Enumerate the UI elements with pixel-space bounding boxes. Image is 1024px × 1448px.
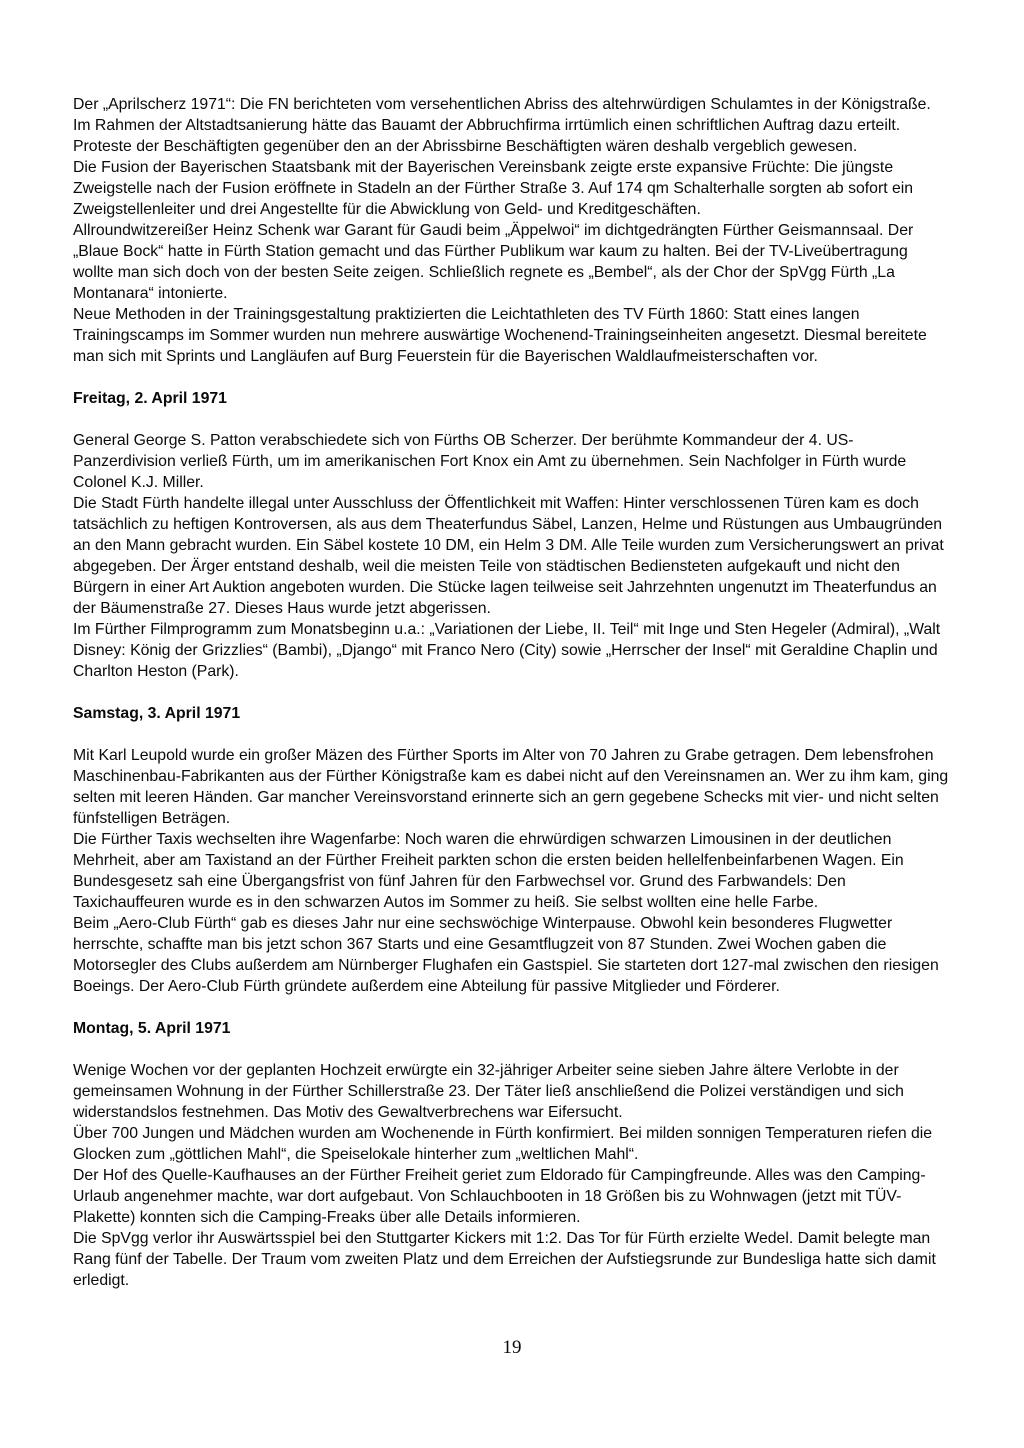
section-saturday: [73, 703, 951, 997]
paragraph-aero-club: Beim „Aero-Club Fürth“ gab es dieses Jahr nur eine sechswöchige Winterpause. Obwohl kein besonderes Flugwetter herrschte, schaffte man bis jetzt schon 367 Starts und eine Gesamtflugzeit von 87 Stunden. Zwei Wochen gaben die Motorsegler des Clubs außerdem am Nürnberger Flughafen ein Gastspiel. Sie starteten dort 127-mal zwischen den riesigen Boeings. Der Aero-Club Fürth gründete außerdem eine Abteilung für passive Mitglieder und Förderer.: [73, 915, 939, 995]
paragraph-karl-leupold: Mit Karl Leupold wurde ein großer Mäzen des Fürther Sports im Alter von 70 Jahren zu Grabe getragen. Dem lebensfrohen Maschinenbau-Fabrikanten aus der Fürther Königstraße kam es dabei nicht auf den Vereinsnamen an. Wer zu ihm kam, ging selten mit leeren Händen. Gar mancher Vereinsvorstand erinnerte sich an gern gegebene Schecks mit vier- und nicht selten fünfstelligen Beträgen.: [73, 747, 949, 827]
paragraph-aprilscherz: Der „Aprilscherz 1971“: Die FN berichteten vom versehentlichen Abriss des altehrwürdigen Schulamtes in der Königstraße. Im Rahmen der Altstadtsanierung hätte das Bauamt der Abbruchfirma irrtümlich einen schriftlichen Auftrag dazu erteilt. Proteste der Beschäftigten gegenüber den an der Abrissbirne Beschäftigten wären deshalb vergeblich gewesen.: [73, 96, 931, 155]
section-friday: [73, 388, 951, 682]
paragraph-verbrechen: Wenige Wochen vor der geplanten Hochzeit erwürgte ein 32-jähriger Arbeiter seine sieben Jahre ältere Verlobte in der gemeinsamen Wohnung in der Fürther Schillerstraße 23. Der Täter ließ anschließend die Polizei verständigen und sich widerstandslos festnehmen. Das Motiv des Gewaltverbrechens war Eifersucht.: [73, 1062, 904, 1121]
paragraph-filmprogramm: Im Fürther Filmprogramm zum Monatsbeginn u.a.: „Variationen der Liebe, II. Teil“ mit Inge und Sten Hegeler (Admiral), „Walt Disney: König der Grizzlies“ (Bambi), „Django“ mit Franco Nero (City) sowie „Herrscher der Insel“ mit Geraldine Chaplin und Charlton Heston (Park).: [73, 621, 941, 680]
paragraph-konfirmation: Über 700 Jungen und Mädchen wurden am Wochenende in Fürth konfirmiert. Bei milden sonnigen Temperaturen riefen die Glocken zum „göttlichen Mahl“, die Speiselokale hinterher zum „weltlichen Mahl“.: [73, 1125, 933, 1163]
paragraph-spvgg: Die SpVgg verlor ihr Auswärtsspiel bei den Stuttgarter Kickers mit 1:2. Das Tor für Fürth erzielte Wedel. Damit belegte man Rang fünf der Tabelle. Der Traum vom zweiten Platz und dem Erreichen der Aufstiegsrunde zur Bundesliga hatte sich damit erledigt.: [73, 1230, 936, 1289]
paragraph-heinz-schenk: Allroundwitzereißer Heinz Schenk war Garant für Gaudi beim „Äppelwoi“ im dichtgedrängten Fürther Geismannsaal. Der „Blaue Bock“ hatte in Fürth Station gemacht und das Fürther Publikum war kaum zu halten. Bei der TV-Liveübertragung wollte man sich doch von der besten Seite zeigen. Schließlich regnete es „Bembel“, als der Chor der SpVgg Fürth „La Montanara“ intonierte.: [73, 222, 914, 302]
section-heading-friday: Freitag, 2. April 1971: [73, 390, 227, 407]
paragraph-bank-fusion: Die Fusion der Bayerischen Staatsbank mit der Bayerischen Vereinsbank zeigte erste expansive Früchte: Die jüngste Zweigstelle nach der Fusion eröffnete in Stadeln an der Fürther Straße 3. Auf 174 qm Schalterhalle sorgten ab sofort ein Zweigstellenleiter und drei Angestellte für die Abwicklung von Geld- und Kreditgeschäften.: [73, 159, 914, 218]
section-monday: [73, 1018, 951, 1291]
paragraph-tv-fuerth-training: Neue Methoden in der Trainingsgestaltung praktizierten die Leichtathleten des TV Fürth 1860: Statt eines langen Trainingscamps im Sommer wurden nun mehrere auswärtige Wochenend-Trainingseinheiten angesetzt. Diesmal bereitete man sich mit Sprints und Langläufen auf Burg Feuerstein für die Bayerischen Waldlaufmeisterschaften vor.: [73, 306, 927, 365]
paragraph-theaterfundus: Die Stadt Fürth handelte illegal unter Ausschluss der Öffentlichkeit mit Waffen: Hinter verschlossenen Türen kam es doch tatsächlich zu heftigen Kontroversen, als aus dem Theaterfundus Säbel, Lanzen, Helme und Rüstungen aus Umbaugründen an den Mann gebracht wurden. Ein Säbel kostete 10 DM, ein Helm 3 DM. Alle Teile wurden zum Versicherungswert an privat abgegeben. Der Ärger entstand deshalb, weil die meisten Teile von städtischen Bediensteten aufgekauft und nicht den Bürgern in einer Art Auktion angeboten wurden. Die Stücke lagen teilweise seit Jahrzehnten ungenutzt im Theaterfundus an der Bäumenstraße 27. Dieses Haus wurde jetzt abgerissen.: [73, 495, 944, 617]
page-number: 19: [502, 1337, 522, 1358]
paragraph-quelle-kaufhaus: Der Hof des Quelle-Kaufhauses an der Fürther Freiheit geriet zum Eldorado für Campingfreunde. Alles was den Camping-Urlaub angenehmer machte, war dort aufgebaut. Von Schlauchbooten in 18 Größen bis zu Wohnwagen (jetzt mit TÜV-Plakette) konnten sich die Camping-Freaks über alle Details informieren.: [73, 1167, 926, 1226]
paragraph-taxis: Die Fürther Taxis wechselten ihre Wagenfarbe: Noch waren die ehrwürdigen schwarzen Limousinen in der deutlichen Mehrheit, aber am Taxistand an der Fürther Freiheit parkten schon die ersten beiden hellelfenbeinfarbenen Wagen. Ein Bundesgesetz sah eine Übergangsfrist von fünf Jahren für den Farbwechsel vor. Grund des Farbwandels: Den Taxichauffeuren wurde es in den schwarzen Autos im Sommer zu heiß. Sie selbst wollten eine helle Farbe.: [73, 831, 904, 911]
section-heading-monday: Montag, 5. April 1971: [73, 1020, 231, 1037]
document-body: [73, 94, 951, 1291]
section-heading-saturday: Samstag, 3. April 1971: [73, 705, 241, 722]
section-intro: [73, 94, 951, 367]
paragraph-patton: General George S. Patton verabschiedete sich von Fürths OB Scherzer. Der berühmte Kommandeur der 4. US-Panzerdivision verließ Fürth, um im amerikanischen Fort Knox ein Amt zu übernehmen. Sein Nachfolger in Fürth wurde Colonel K.J. Miller.: [73, 432, 907, 491]
